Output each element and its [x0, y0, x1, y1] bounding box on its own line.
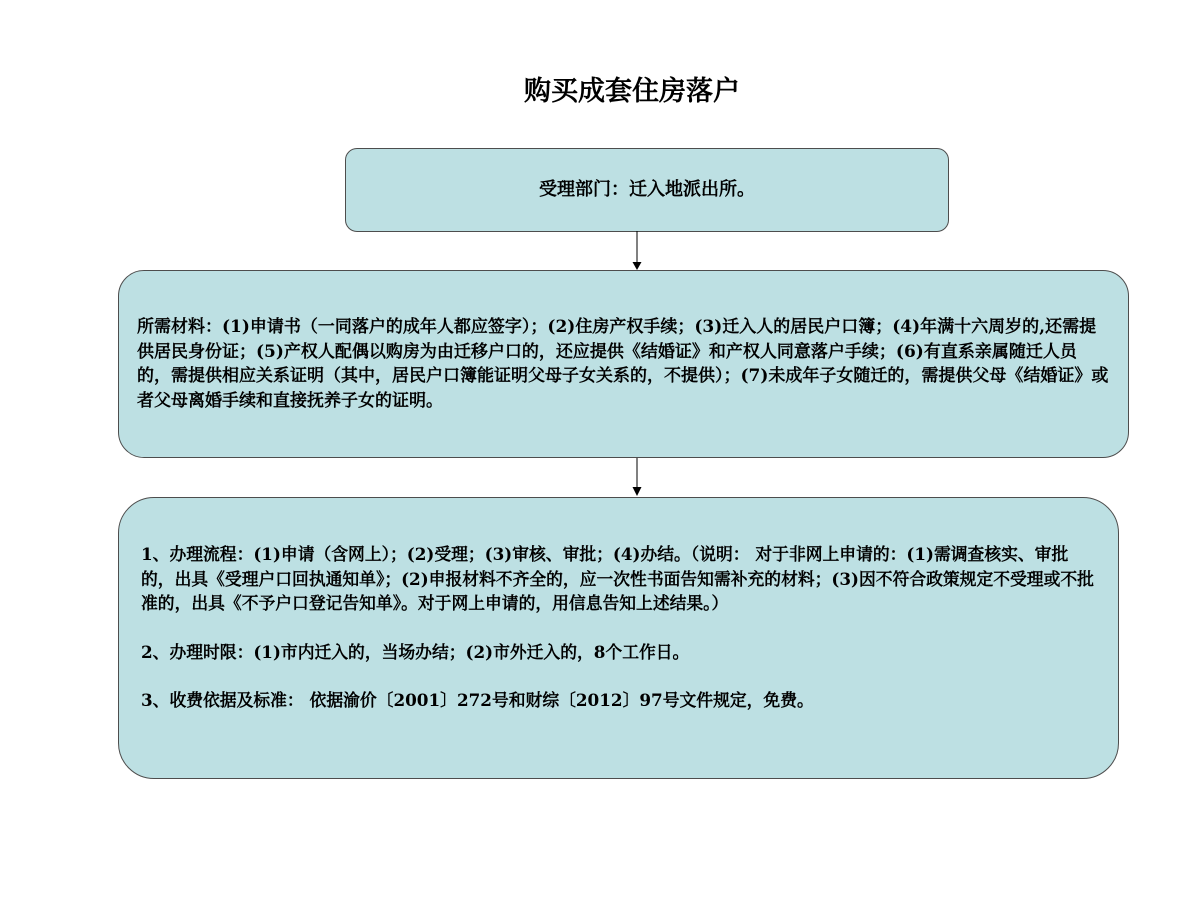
time-limit-text: 2、办理时限：(1)市内迁入的，当场办结；(2)市外迁入的，8个工作日。: [141, 641, 690, 662]
connector-arrow-2: [631, 458, 643, 498]
fees-text: 3、收费依据及标准： 依据渝价〔2001〕272号和财综〔2012〕97号文件规定，免费。: [141, 690, 814, 710]
department-text: 受理部门：迁入地派出所。: [539, 179, 755, 200]
process-flow-text: 1、办理流程：(1)申请（含网上）；(2)受理；(3)审核、审批；(4)办结。（说明： 对于非网上申请的：(1)需调查核实、审批的，出具《受理户口回执通知单》；(2)申报材料不齐全的，应一次性书面告知需补充的材料；(3)因不符合政策规定不受理或不批准的，出具《不予户口登记告知单》。对于网上申请的，用信息告知上述结果。）: [141, 544, 1094, 613]
page-title: 购买成套住房落户: [524, 76, 740, 107]
materials-text: 所需材料：(1)申请书（一同落户的成年人都应签字）；(2)住房产权手续；(3)迁入人的居民户口簿；(4)年满十六周岁的,还需提供居民身份证；(5)产权人配偶以购房为由迁移户口的，还应提供《结婚证》和产权人同意落户手续；(6)有直系亲属随迁人员的，需提供相应关系证明（其中，居民户口簿能证明父母子女关系的，不提供）；(7)未成年子女随迁的，需提供父母《结婚证》或者父母离婚手续和直接抚养子女的证明。: [137, 317, 1109, 411]
materials-box: [118, 270, 1129, 458]
process-box: [118, 497, 1119, 779]
connector-arrow-1: [631, 231, 643, 271]
department-box: [345, 148, 949, 232]
